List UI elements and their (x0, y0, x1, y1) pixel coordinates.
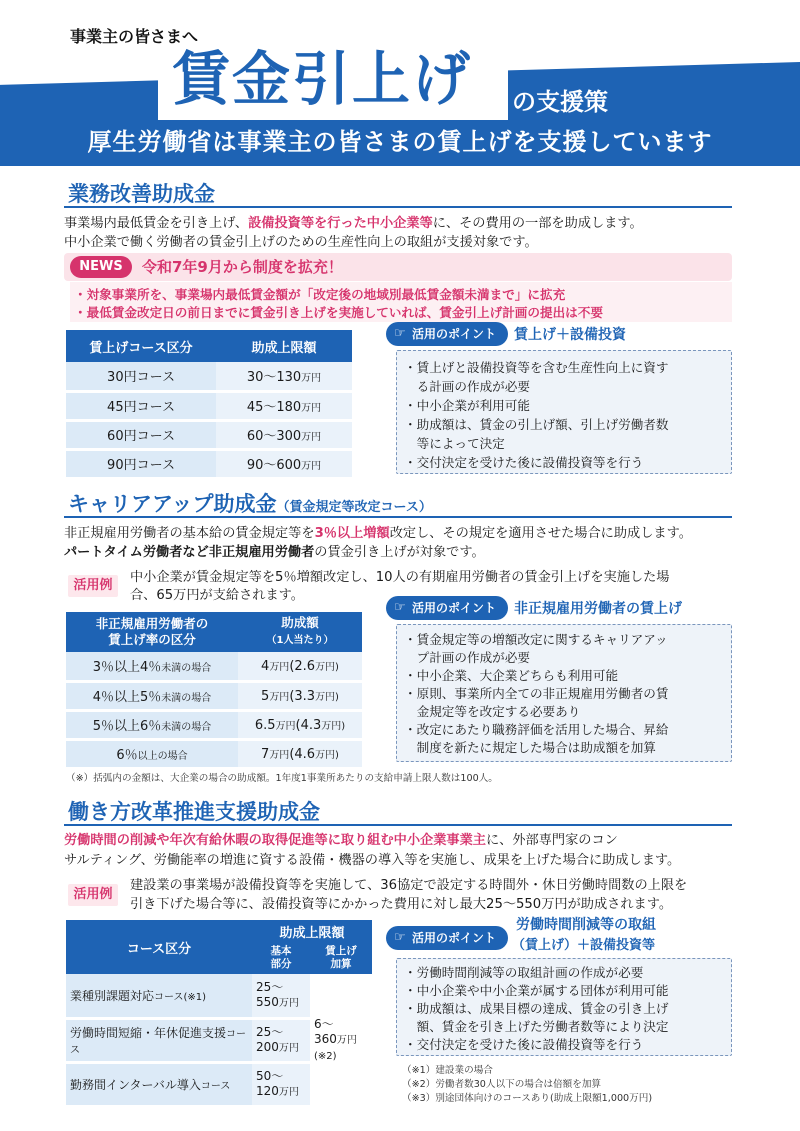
s3-paragraph-2: サルティング、労働能率の増進に資する設備・機器の導入等を実施し、成果を上げた場合に助成します。 (64, 853, 681, 868)
table-cell: 45円コース (66, 391, 216, 420)
table-cell: 25～ 200万円 (252, 1018, 310, 1062)
table-cell: 60円コース (66, 420, 216, 449)
table-header: 基本 部分 (252, 942, 310, 974)
section-title-business-improvement: 業務改善助成金 (68, 182, 215, 206)
table-cell: 30円コース (66, 362, 216, 391)
page-title: 賃金引上げ (172, 45, 473, 113)
point-item: ・労働時間削減等の取組計画の作成が必要 (404, 965, 644, 980)
s1-p1c: に、その費用の一部を助成します。 (432, 216, 643, 231)
point-heading: 非正規雇用労働者の賃上げ (514, 601, 682, 617)
point-item: ・交付決定を受けた後に設備投資等を行う (404, 1037, 644, 1052)
point-heading-2: （賃上げ）＋設備投資等 (512, 938, 656, 953)
s1-paragraph-1 (64, 214, 744, 234)
table-header: 助成上限額 (216, 330, 352, 362)
hand-point-icon: ☞ (394, 930, 406, 945)
table-row (66, 739, 362, 768)
section-rule (64, 206, 732, 208)
table-cell: 60～300万円 (216, 420, 352, 449)
s2-paragraph-2: パートタイム労働者など非正規雇用労働者の賃金引き上げが対象です。 (64, 545, 485, 560)
point-item: ・中小企業、大企業どちらも利用可能 (404, 668, 619, 683)
s3-example-line-1: 建設業の事業場が設備投資等を実施して、36協定で設定する時間外・休日労働時間数の上限を (130, 878, 688, 893)
s2-paragraph-1: 非正規雇用労働者の基本給の賃金規定等を3％以上増額改定し、その規定を適用させた場合に助成します。 (64, 526, 692, 541)
point-item: ・改定にあたり職務評価を活用した場合、昇給 (404, 722, 669, 737)
news-item: ・最低賃金改定日の前日までに賃金引き上げを実施していれば、賃金引上げ計画の提出は不要 (74, 305, 603, 320)
point-item: 金規定等を改定する必要あり (404, 704, 581, 719)
section-rule (64, 824, 732, 826)
point-item: 制度を新たに規定した場合は助成額を加算 (404, 740, 656, 755)
table-header: 賃上げコース区分 (66, 330, 216, 362)
point-badge: ☞ 活用のポイント (386, 926, 508, 950)
table-cell: 4万円(2.6万円) (238, 652, 362, 681)
table-cell: 3％以上4％未満の場合 (66, 652, 238, 681)
table-row (66, 710, 362, 739)
page-header (0, 0, 800, 166)
table-cell: 90～600万円 (216, 449, 352, 478)
table-cell-add: 6～ 360万円 (※2) (310, 974, 372, 1106)
table-cell: 25～ 550万円 (252, 974, 310, 1018)
table-cell: 7万円(4.6万円) (238, 739, 362, 768)
table-header: 助成額 （1人当たり） (238, 612, 362, 652)
point-item: 等によって決定 (404, 436, 505, 451)
s2-example-line-2: 合、65万円が支給されます。 (130, 588, 304, 603)
point-item: る計画の作成が必要 (404, 379, 530, 394)
point-item: ・交付決定を受けた後に設備投資等を行う (404, 455, 644, 470)
news-badge: NEWS (70, 256, 132, 278)
example-badge: 活用例 (68, 884, 118, 906)
page-subtitle: 厚生労働省は事業主の皆さまの賃上げを支援しています (87, 128, 713, 156)
table-cell: 5％以上6％未満の場合 (66, 710, 238, 739)
table-row (66, 391, 352, 420)
table-cell: 30～130万円 (216, 362, 352, 391)
table-cell: 4％以上5％未満の場合 (66, 681, 238, 710)
s2-table (66, 612, 362, 770)
s3-footnote: （※1）建設業の場合 (402, 1065, 493, 1076)
table-cell: 45～180万円 (216, 391, 352, 420)
s3-paragraph-1: 労働時間の削減や年次有給休暇の取得促進等に取り組む中小企業事業主に、外部専門家のコン (64, 833, 618, 848)
point-item: 額、賃金を引き上げた労働者数等により決定 (404, 1019, 669, 1034)
table-cell: 6％以上の場合 (66, 739, 238, 768)
section-title-work-style-reform: 働き方改革推進支援助成金 (68, 800, 320, 824)
point-heading: 賃上げ＋設備投資 (514, 327, 626, 343)
page-title-suffix: の支援策 (512, 88, 608, 116)
news-item: ・対象事業所を、事業場内最低賃金額が「改定後の地域別最低賃金額未満まで」に拡充 (74, 287, 566, 302)
table-row (66, 449, 352, 478)
hand-point-icon: ☞ (394, 326, 406, 341)
table-cell: 勤務間インターバル導入コース (66, 1062, 252, 1106)
s1-table (66, 330, 352, 480)
table-cell: 労働時間短縮・年休促進支援コース (66, 1018, 252, 1062)
point-item: ・助成額は、賃金の引上げ額、引上げ労働者数 (404, 417, 669, 432)
point-badge: ☞ 活用のポイント (386, 322, 508, 346)
table-header: コース区分 (66, 920, 252, 974)
point-item: ・賃金規定等の増額改定に関するキャリアアッ (404, 632, 668, 647)
s3-table (66, 920, 372, 1108)
table-cell: 50～ 120万円 (252, 1062, 310, 1106)
header-to-employers: 事業主の皆さまへ (70, 27, 199, 46)
example-badge: 活用例 (68, 575, 118, 597)
s2-footnote: （※）括弧内の金額は、大企業の場合の助成額。1年度1事業所あたりの支給申請上限人数は100人。 (66, 773, 498, 784)
s3-example-line-2: 引き下げた場合等に、設備投資等にかかった費用に対し最大25～550万円が助成されます。 (130, 897, 673, 912)
table-cell: 5万円(3.3万円) (238, 681, 362, 710)
point-heading: 労働時間削減等の取組 (516, 917, 656, 933)
table-header: 助成上限額 (252, 920, 372, 942)
s1-p1a: 事業場内最低賃金を引き上げ、 (64, 216, 249, 231)
s3-footnote: （※2）労働者数30人以下の場合は倍額を加算 (402, 1079, 602, 1090)
point-item: ・原則、事業所内全ての非正規雇用労働者の賃 (404, 686, 669, 701)
news-headline: 令和7年9月から制度を拡充！ (142, 258, 343, 276)
point-item: ・賃上げと設備投資等を含む生産性向上に資す (404, 360, 669, 375)
table-cell: 90円コース (66, 449, 216, 478)
table-header: 非正規雇用労働者の 賃上げ率の区分 (66, 612, 238, 652)
table-cell: 6.5万円(4.3万円) (238, 710, 362, 739)
point-item: ・中小企業が利用可能 (404, 398, 530, 413)
s1-p1b: 設備投資等を行った中小企業等 (248, 216, 433, 231)
point-item: プ計画の作成が必要 (404, 650, 530, 665)
sparkle-icon: 〃 (510, 46, 530, 70)
section-rule (64, 516, 732, 518)
table-cell: 業種別課題対応コース(※1) (66, 974, 252, 1018)
section-title-career-up: キャリアアップ助成金（賃金規定等改定コース） (68, 492, 432, 516)
s3-footnote: （※3）別途団体向けのコースあり(助成上限額1,000万円) (402, 1093, 653, 1104)
table-row (66, 974, 372, 1018)
table-row (66, 652, 362, 681)
point-item: ・中小企業や中小企業が属する団体が利用可能 (404, 983, 669, 998)
point-badge: ☞ 活用のポイント (386, 596, 508, 620)
hand-point-icon: ☞ (394, 600, 406, 615)
table-header: 賃上げ 加算 (310, 942, 372, 974)
point-item: ・助成額は、成果目標の達成、賃金の引き上げ (404, 1001, 669, 1016)
s1-paragraph-2: 中小企業で働く労働者の賃金引上げのための生産性向上の取組が支援対象です。 (64, 235, 538, 250)
s2-example-line-1: 中小企業が賃金規定等を5％増額改定し、10人の有期雇用労働者の賃金引上げを実施した場 (130, 570, 670, 585)
table-row (66, 420, 352, 449)
table-row (66, 681, 362, 710)
table-row (66, 362, 352, 391)
